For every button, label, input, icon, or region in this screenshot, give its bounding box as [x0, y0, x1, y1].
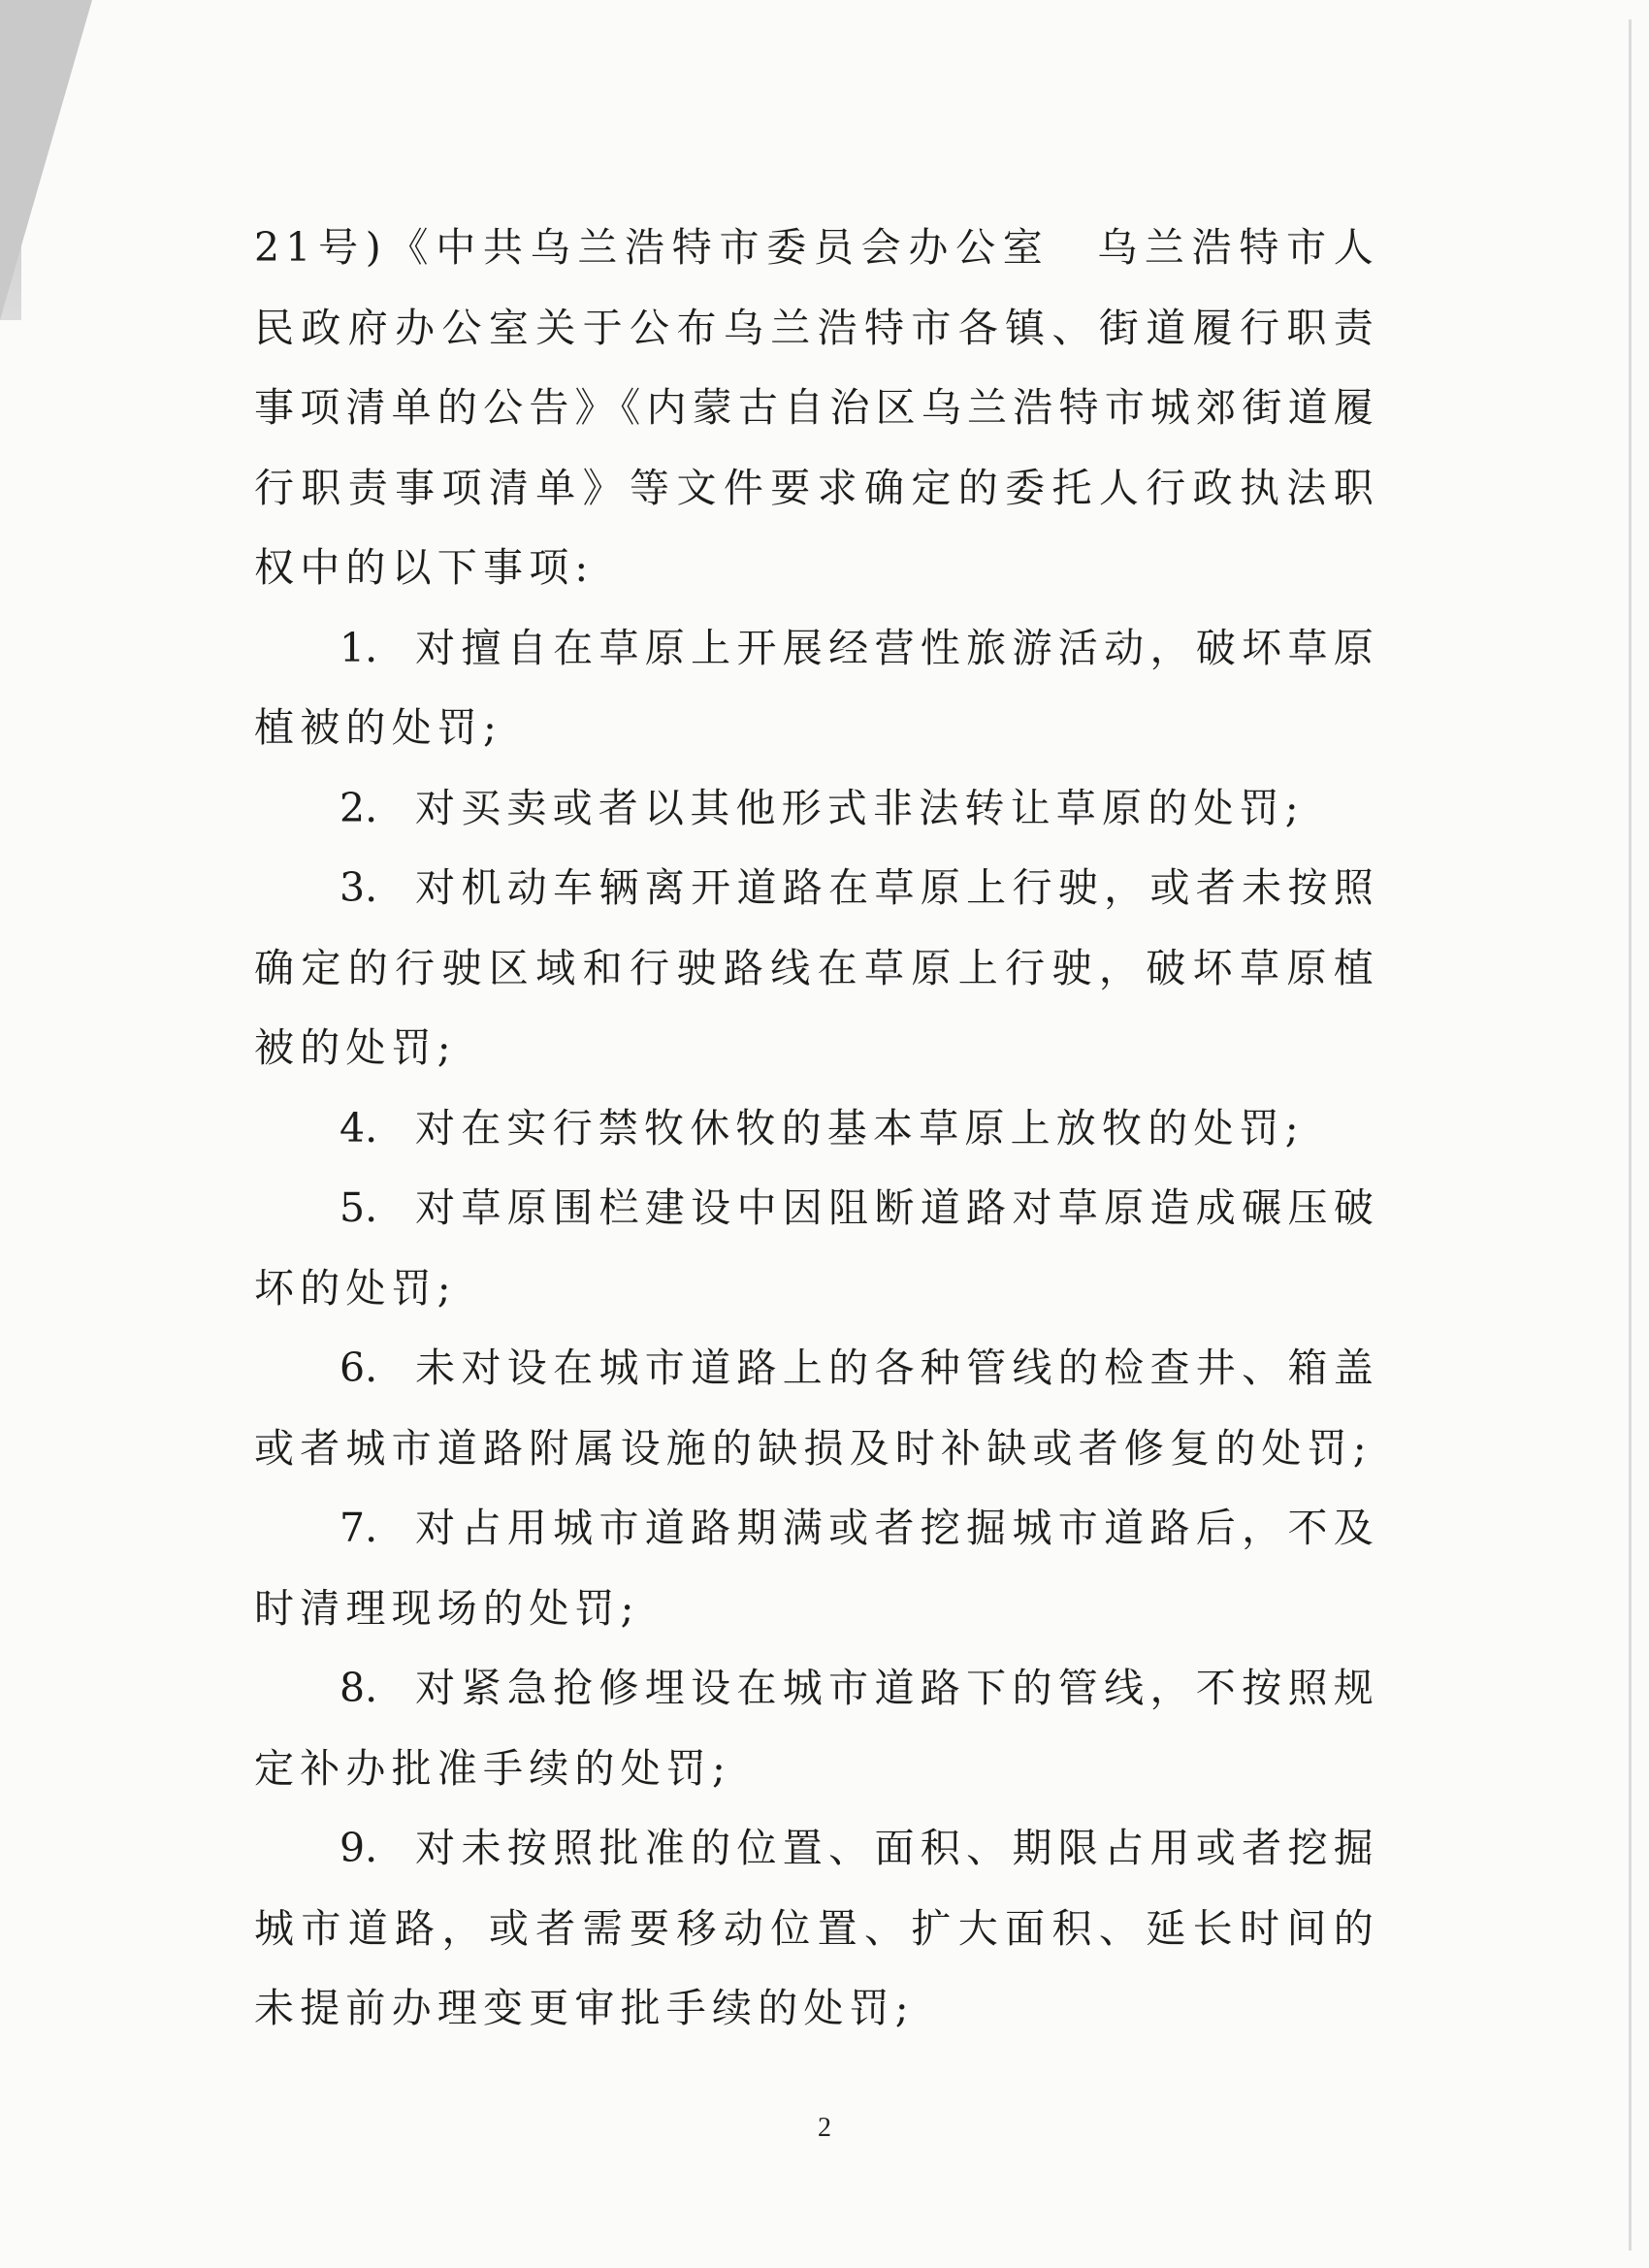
- item-number: 6.: [340, 1345, 378, 1391]
- item-text: 对在实行禁牧休牧的基本草原上放牧的处罚;: [415, 1104, 1305, 1151]
- item-number: 3.: [340, 864, 378, 911]
- intro-paragraph: 21号)《中共乌兰浩特市委员会办公室 乌兰浩特市人民政府办公室关于公布乌兰浩特市各镇、街道履行职责事项清单的公告》《内蒙古自治区乌兰浩特市城郊街道履行职责事项清单》等文件要求确定的委托人行政执法职权中的以下事项:: [254, 224, 1379, 591]
- scan-shadow-corner: [0, 0, 92, 320]
- list-item: [254, 848, 1379, 1088]
- scan-edge: [1629, 19, 1632, 2251]
- item-text: 对草原围栏建设中因阻断道路对草原造成碾压破坏的处罚;: [254, 1184, 1379, 1312]
- document-body: [254, 208, 1379, 2049]
- list-item: [254, 608, 1379, 768]
- item-number: 4.: [340, 1104, 378, 1151]
- item-number: 7.: [340, 1505, 378, 1551]
- list-item: [254, 1488, 1379, 1648]
- list-item: [254, 1648, 1379, 1808]
- item-text: 对占用城市道路期满或者挖掘城市道路后，不及时清理现场的处罚;: [254, 1505, 1379, 1632]
- item-number: 2.: [340, 784, 378, 831]
- item-number: 5.: [340, 1184, 378, 1231]
- list-item: [254, 1168, 1379, 1328]
- item-text: 对机动车辆离开道路在草原上行驶，或者未按照确定的行驶区域和行驶路线在草原上行驶，破坏草原植被的处罚;: [254, 864, 1379, 1071]
- page-number: 2: [818, 2113, 831, 2143]
- item-text: 未对设在城市道路上的各种管线的检查井、箱盖或者城市道路附属设施的缺损及时补缺或者修复的处罚;: [254, 1345, 1379, 1472]
- item-number: 8.: [340, 1665, 378, 1711]
- item-number: 9.: [340, 1825, 378, 1871]
- list-item: [254, 1808, 1379, 2049]
- list-item: [254, 1328, 1379, 1488]
- list-item: [254, 1088, 1379, 1169]
- item-text: 对紧急抢修埋设在城市道路下的管线，不按照规定补办批准手续的处罚;: [254, 1665, 1379, 1792]
- list-item: [254, 768, 1379, 849]
- item-number: 1.: [340, 624, 378, 671]
- item-text: 对买卖或者以其他形式非法转让草原的处罚;: [415, 784, 1305, 831]
- item-text: 对未按照批准的位置、面积、期限占用或者挖掘城市道路，或者需要移动位置、扩大面积、延长时间的未提前办理变更审批手续的处罚;: [254, 1825, 1379, 2031]
- item-text: 对擅自在草原上开展经营性旅游活动，破坏草原植被的处罚;: [254, 624, 1379, 751]
